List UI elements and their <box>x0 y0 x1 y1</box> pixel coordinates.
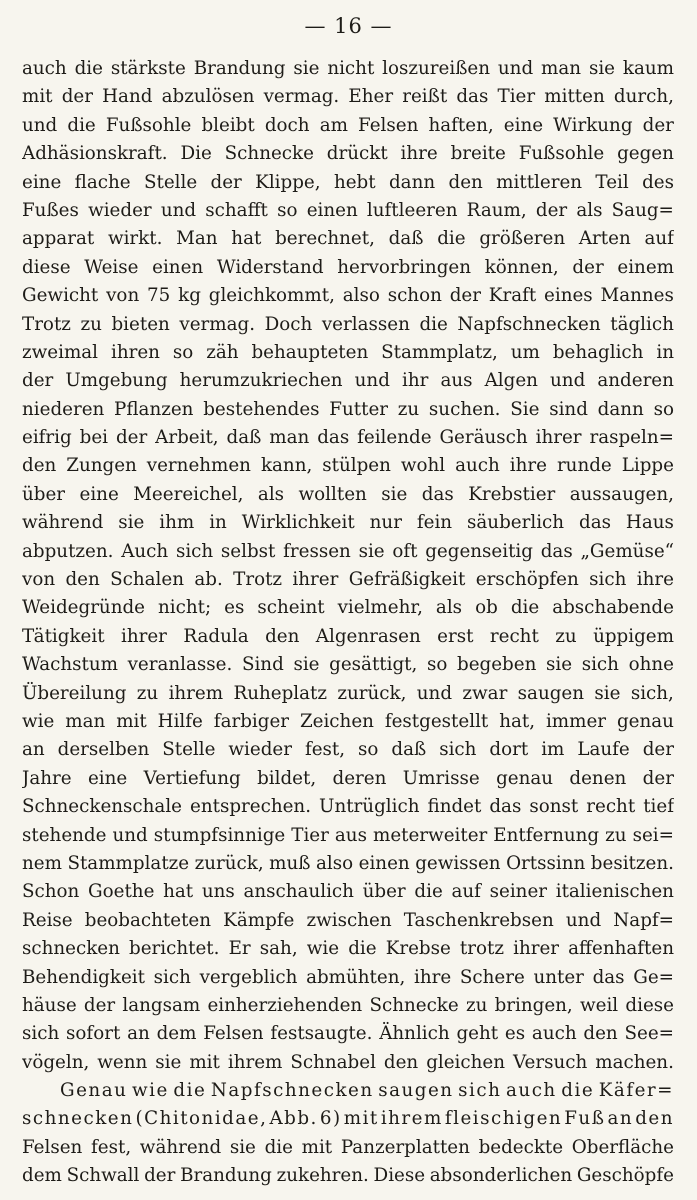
text-line: dem Schwall der Brandung zukehren. Diese absonderlichen Geschöpfe <box>22 1165 674 1187</box>
text-line: Fußes wieder und schafft so einen luftleeren Raum, der als Saug= <box>22 199 674 221</box>
text-line: Wachstum veranlasse. Sind sie gesättigt, so begeben sie sich ohne <box>22 654 674 676</box>
text-line: schnecken (Chitonidae, Abb. 6) mit ihrem fleischigen Fuß an den <box>22 1108 674 1130</box>
text-line: eifrig bei der Arbeit, daß man das feilende Geräusch ihrer raspeln= <box>22 427 674 449</box>
text-line: der Umgebung herumzukriechen und ihr aus Algen und anderen <box>22 370 674 392</box>
text-line: Jahre eine Vertiefung bildet, deren Umrisse genau denen der <box>22 767 674 789</box>
text-line: apparat wirkt. Man hat berechnet, daß die größeren Arten auf <box>22 228 674 250</box>
text-line: an derselben Stelle wieder fest, so daß sich dort im Laufe der <box>22 739 674 761</box>
text-line: wie man mit Hilfe farbiger Zeichen festgestellt hat, immer genau <box>22 710 674 732</box>
text-line: Weidegründe nicht; es scheint vielmehr, als ob die abschabende <box>22 597 674 619</box>
text-line: den Zungen vernehmen kann, stülpen wohl auch ihre runde Lippe <box>22 455 674 477</box>
text-line: und die Fußsohle bleibt doch am Felsen haften, eine Wirkung der <box>22 114 674 136</box>
text-line: sich sofort an dem Felsen festsaugte. Ähnlich geht es auch den See= <box>22 1023 674 1045</box>
text-line: nem Stammplatze zurück, muß also einen gewissen Ortssinn besitzen. <box>22 852 674 874</box>
text-line: auch die stärkste Brandung sie nicht loszureißen und man sie kaum <box>22 58 674 79</box>
text-line: eine flache Stelle der Klippe, hebt dann den mittleren Teil des <box>22 171 674 193</box>
text-line: Adhäsionskraft. Die Schnecke drückt ihre breite Fußsohle gegen <box>22 143 674 165</box>
text-line: Reise beobachteten Kämpfe zwischen Taschenkrebsen und Napf= <box>22 909 674 931</box>
text-line: von den Schalen ab. Trotz ihrer Gefräßigkeit erschöpfen sich ihre <box>22 569 674 591</box>
text-line: Genau wie die Napfschnecken saugen sich auch die Käfer= <box>60 1080 674 1102</box>
page-number: — 16 — <box>304 14 393 38</box>
text-line: niederen Pflanzen bestehendes Futter zu suchen. Sie sind dann so <box>22 398 674 420</box>
text-line: Trotz zu bieten vermag. Doch verlassen die Napfschnecken täglich <box>22 313 674 335</box>
text-line: Felsen fest, während sie die mit Panzerplatten bedeckte Oberfläche <box>22 1136 674 1158</box>
text-line: Schon Goethe hat uns anschaulich über die auf seiner italienischen <box>22 881 674 903</box>
text-line: schnecken berichtet. Er sah, wie die Krebse trotz ihrer affenhaften <box>22 938 674 960</box>
text-line: Gewicht von 75 kg gleichkommt, also schon der Kraft eines Mannes <box>22 285 674 307</box>
body-text <box>22 55 674 1191</box>
text-line: diese Weise einen Widerstand hervorbringen können, der einem <box>22 256 674 278</box>
text-line: Übereilung zu ihrem Ruheplatz zurück, und zwar saugen sie sich, <box>22 682 674 704</box>
text-line: stehende und stumpfsinnige Tier aus meterweiter Entfernung zu sei= <box>22 824 674 846</box>
text-line: vögeln, wenn sie mit ihrem Schnabel den gleichen Versuch machen. <box>22 1051 674 1073</box>
text-line: über eine Meereichel, als wollten sie das Krebstier aussaugen, <box>22 483 674 505</box>
text-line: häuse der langsam einherziehenden Schnecke zu bringen, weil diese <box>22 994 674 1016</box>
text-line: mit der Hand abzulösen vermag. Eher reißt das Tier mitten durch, <box>22 86 674 108</box>
text-line: Schneckenschale entsprechen. Untrüglich findet das sonst recht tief <box>22 796 674 818</box>
text-line: Tätigkeit ihrer Radula den Algenrasen erst recht zu üppigem <box>22 625 674 647</box>
text-line: zweimal ihren so zäh behaupteten Stammplatz, um behaglich in <box>22 341 674 363</box>
text-line: abputzen. Auch sich selbst fressen sie oft gegenseitig das „Gemüse“ <box>22 540 674 562</box>
text-line: Behendigkeit sich vergeblich abmühten, ihre Schere unter das Ge= <box>22 966 674 988</box>
text-line: während sie ihm in Wirklichkeit nur fein säuberlich das Haus <box>22 512 674 534</box>
